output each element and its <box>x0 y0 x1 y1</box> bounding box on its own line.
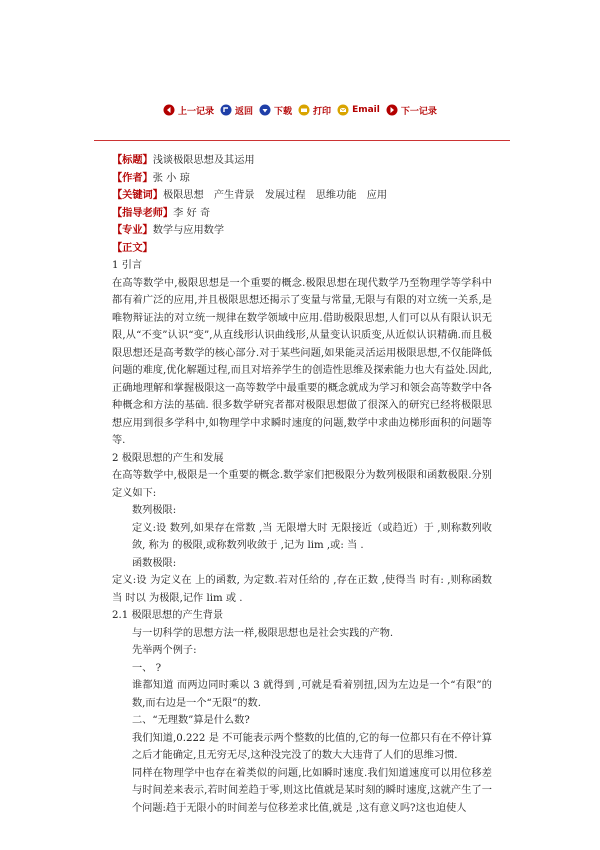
download-button[interactable] <box>259 104 292 117</box>
major-tag: 【专业】 <box>112 224 153 236</box>
header-divider <box>94 140 510 141</box>
back-label: 返回 <box>235 106 254 117</box>
return-icon <box>220 104 232 116</box>
keywords: 极限思想 产生背景 发展过程 思维功能 应用 <box>162 190 388 201</box>
arrow-right-icon <box>386 104 398 116</box>
example-2-text: 我们知道,0.222 是 不可能表示两个整数的比值的,它的每一位都只有在不停计算之后才能确定,且无穷无尽,这种没完没了的数大大违背了人们的思维习惯. <box>132 732 492 761</box>
article <box>112 152 492 817</box>
keywords-tag: 【关键词】 <box>112 189 163 201</box>
author-row <box>112 170 492 188</box>
major-row <box>112 222 492 240</box>
prev-record-label: 上一记录 <box>178 106 215 117</box>
sequence-limit-definition: 定义:设 数列,如果存在常数 ,当 无限增大时 无限接近（或趋近）于 ,则称数列收敛, 称为 的极限,或称数列收敛于 ,记为 lim ,或: 当 . <box>132 522 492 551</box>
printer-icon <box>298 104 310 116</box>
section-1-heading: 1 引言 <box>112 260 143 271</box>
advisor-tag: 【指导老师】 <box>112 206 174 219</box>
record-toolbar <box>163 101 437 119</box>
prev-record-button[interactable] <box>163 104 214 117</box>
next-record-button[interactable] <box>386 104 437 117</box>
advisor-name: 李 好 奇 <box>173 207 211 219</box>
example-1-heading: 一、 ? <box>132 662 162 674</box>
author-name: 张 小 琼 <box>152 172 190 184</box>
function-limit-label: 函数极限: <box>132 557 177 569</box>
arrow-left-icon <box>163 104 175 116</box>
section-2-1-paragraph: 与一切科学的思想方法一样,极限思想也是社会实践的产物. <box>132 627 394 639</box>
envelope-icon <box>337 104 349 116</box>
keywords-row <box>112 187 492 205</box>
print-button[interactable] <box>298 104 331 117</box>
body-row <box>112 240 492 258</box>
example-2-heading: 二、“无理数”算是什么数? <box>132 715 250 726</box>
section-2-1-heading: 2.1 极限思想的产生背景 <box>112 610 224 621</box>
next-record-label: 下一记录 <box>400 106 437 117</box>
print-label: 打印 <box>313 106 332 117</box>
download-icon <box>259 104 271 116</box>
body-tag: 【正文】 <box>112 241 153 254</box>
email-label: Email <box>352 105 380 115</box>
physics-paragraph: 同样在物理学中也存在着类似的问题,比如瞬时速度.我们知道速度可以用位移差与时间差来表示,若时间差趋于零,则这比值就是某时刻的瞬时速度,这就产生了一个问题:趋于无限小的时间差与位移差求比值,就是 ,这有意义吗?这也迫使人 <box>132 767 492 814</box>
major: 数学与应用数学 <box>152 225 225 236</box>
email-button[interactable] <box>337 104 380 116</box>
author-tag: 【作者】 <box>112 171 153 184</box>
examples-intro: 先举两个例子: <box>132 645 197 656</box>
back-button[interactable] <box>220 104 253 117</box>
advisor-row <box>112 205 492 223</box>
sequence-limit-label: 数列极限: <box>132 505 177 516</box>
function-limit-definition: 定义:设 为定义在 上的函数, 为定数.若对任给的 ,存在正数 ,使得当 时有: ,则称函数 当 时以 为极限,记作 lim 或 . <box>112 575 492 604</box>
section-2-paragraph: 在高等数学中,极限是一个重要的概念.数学家们把极限分为数列极限和函数极限.分别定义如下: <box>112 470 492 499</box>
article-title: 浅谈极限思想及其运用 <box>152 155 255 166</box>
title-tag: 【标题】 <box>112 154 153 166</box>
example-1-text: 谁都知道 而两边同时乘以 3 就得到 ,可就是看着别扭,因为左边是一个“有限”的数,而右边是一个“无限”的数. <box>132 680 492 709</box>
section-2-heading: 2 极限思想的产生和发展 <box>112 452 224 464</box>
section-1-paragraph: 在高等数学中,极限思想是一个重要的概念.极限思想在现代数学乃至物理学等学科中都有着广泛的应用,并且极限思想还揭示了变量与常量,无限与有限的对立统一关系,是唯物辩证法的对立统一规律在数学领域中应用.借助极限思想,人们可以从有限认识无限,从“不变”认识“变”,从直线形认识曲线形,从量变认识质变,从近似认识精确.而且极限思想还是高考数学的核心部分.对于某些问题,如果能灵活运用极限思想,不仅能降低问题的难度,优化解题过程,而且对培养学生的创造性思维及探索能力也大有益处.因此,正确地理解和掌握极限这一高等数学中最重要的概念就成为学习和领会高等数学中各种概念和方法的基础. 很多数学研究者都对极限思想做了很深入的研究已经将极限思想应用到很多学科中,如物理学中求瞬时速度的问题,数学中求曲边梯形面积的问题等等. <box>112 277 492 446</box>
download-label: 下载 <box>274 106 293 117</box>
title-row <box>112 152 492 170</box>
